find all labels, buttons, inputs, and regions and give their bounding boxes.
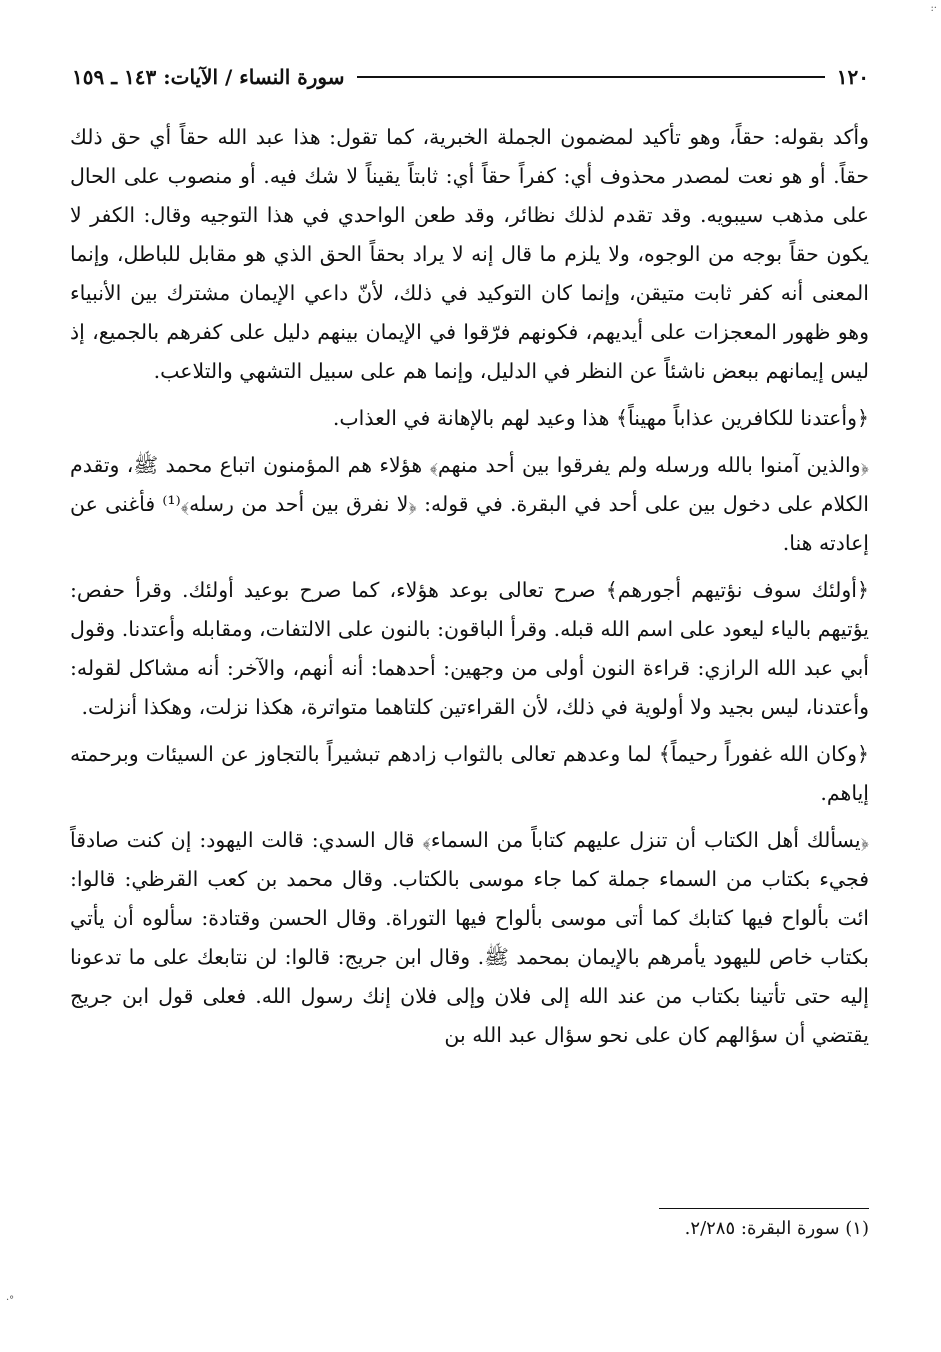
page-number: ١٢٠ [836,65,869,89]
running-title: سورة النساء / الآيات: ١٤٣ ـ ١٥٩ [72,65,345,89]
main-text [70,118,869,1063]
header-rule [357,76,825,78]
scan-speck-mark: ·: [930,3,937,14]
paragraph-4: ﴿أولئك سوف نؤتيهم أجورهم﴾ صرح تعالى بوعد هؤلاء، كما صرح بوعيد أولئك. وقرأ حفص: يؤتيهم بالياء ليعود على اسم الله قبله. وقرأ الباقون: بالنون على الالتفات، ومقابله وأعتدنا. وقول أبي عبد الله الرازي: قراءة النون أولى من وجهين: أحدهما: أنه أنهم، والآخر: أنه مشاكل لقوله: وأعتدنا، ليس بجيد ولا أولوية في ذلك، لأن القراءتين كلتاهما متواترة، هكذا نزلت، وهكذا أنزلت. [70,578,869,719]
paragraph-1: وأكد بقوله: حقاً، وهو تأكيد لمضمون الجملة الخبرية، كما تقول: هذا عبد الله حقاً أي حق ذلك حقاً. أو هو نعت لمصدر محذوف أي: كفراً حقاً أي: ثابتاً يقيناً لا شك فيه. أو منصوب على الحال على مذهب سيبويه. وقد تقدم لذلك نظائر، وقد طعن الواحدي في هذا التوجيه وقال: الكفر لا يكون حقاً بوجه من الوجوه، ولا يلزم ما قال إنه لا يراد بحقاً الحق الذي هو مقابل للباطل، وإنما المعنى أنه كفر ثابت متيقن، وإنما كان التوكيد في ذلك، لأنّ داعي الإيمان مشترك بين الأنبياء وهو ظهور المعجزات على أيديهم، فكونهم فرّقوا في الإيمان بينهم دليل على كفرهم بالجميع، إذ ليس إيمانهم ببعض ناشئاً عن النظر في الدليل، وإنما هم على سبيل التشهي والتلاعب. [70,125,869,383]
running-header [72,60,869,94]
footnote: (١) سورة البقرة: ٢/٢٨٥. [684,1218,869,1239]
paragraph-6: ﴿يسألك أهل الكتاب أن تنزل عليهم كتاباً من السماء﴾ قال السدي: قالت اليهود: إن كنت صادقاً فجيء بكتاب من السماء جملة كما جاء موسى بالكتاب. وقال محمد بن كعب القرظي: قالوا: ائت بألواح فيها كتابك كما أتى موسى بألواح فيها التوراة. وقال الحسن وقتادة: سألوه أن يأتي بكتاب خاص لليهود يأمرهم بالإيمان بمحمد ﷺ. وقال ابن جريج: قالوا: لن نتابعك على ما تدعونا إليه حتى تأتينا بكتاب من عند الله إلى فلان وإلى فلان إنك رسول الله. فعلى قول ابن جريج يقتضي أن سؤالهم كان على نحو سؤال عبد الله بن [70,828,869,1047]
paragraph-3: ﴿والذين آمنوا بالله ورسله ولم يفرقوا بين أحد منهم﴾ هؤلاء هم المؤمنون اتباع محمد ﷺ، وتقدم الكلام على دخول بين على أحد في البقرة. في قوله: ﴿لا نفرق بين أحد من رسله﴾⁽¹⁾ فأغنى عن إعادته هنا. [70,453,869,555]
paragraph-5: ﴿وكان الله غفوراً رحيماً﴾ لما وعدهم تعالى بالثواب زادهم تبشيراً بالتجاوز عن السيئات وبرحمته إياهم. [70,742,869,805]
paragraph-2: ﴿وأعتدنا للكافرين عذاباً مهيناً﴾ هذا وعيد لهم بالإهانة في العذاب. [332,406,869,430]
scan-speck-mark: °· [6,1295,15,1306]
footnote-rule [659,1208,869,1209]
